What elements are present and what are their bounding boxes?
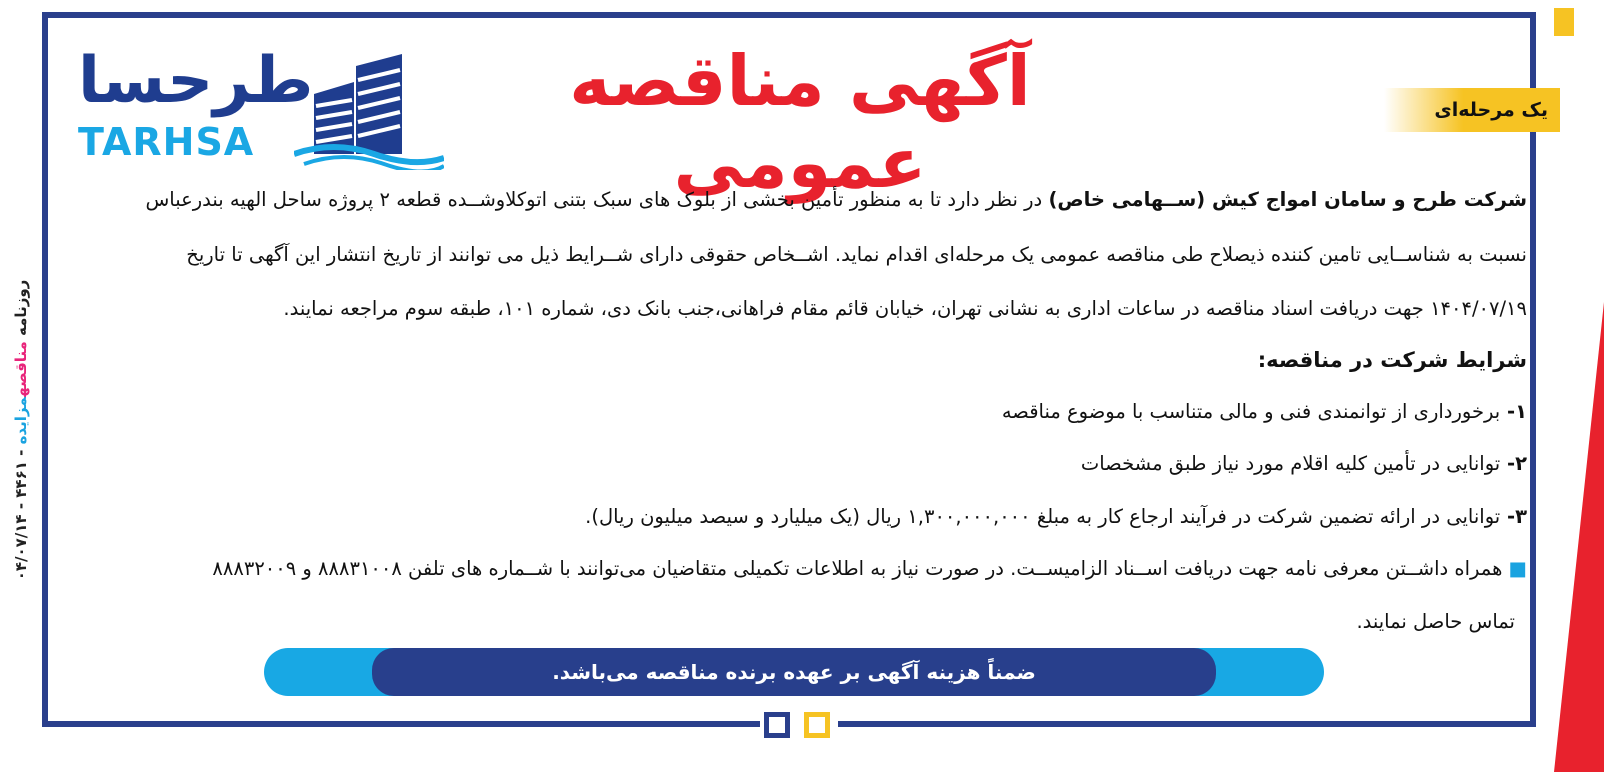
condition-item (72, 505, 1527, 528)
footer-note: ضمناً هزینه آگهی بر عهده برنده مناقصه می‌باشد. (372, 648, 1216, 696)
side-newspaper: روزنامه (12, 279, 30, 336)
side-issue: - ۴۴۶۱ - ۰۴/۰۷/۱۴ (12, 449, 30, 581)
condition-item (72, 400, 1527, 423)
conditions-heading: شرایط شرکت در مناقصه: (1257, 348, 1527, 372)
condition-text: توانایی در تأمین کلیه اقلام مورد نیاز طبق مشخصات (1080, 452, 1501, 475)
intro-line-1 (72, 188, 1527, 211)
intro-line-2: نسبت به شناســایی تامین کننده ذیصلاح طی مناقصه عمومی یک مرحله‌ای اقدام نماید. اشــخاص حقوقی دارای شــرایط ذیل می توانند از تاریخ انتشار این آگهی تا تاریخ (186, 243, 1527, 266)
ad-title: آگهی مناقصه عمومی (569, 40, 1031, 204)
note-text-1: همراه داشــتن معرفی نامه جهت دریافت اســناد الزامیســت. در صورت نیاز به اطلاعات تکمیلی متقاضیان می‌توانند با شــماره های تلفن ۸۸۸۳۱۰۰۸ و ۸۸۸۳۲۰۰۹ (212, 557, 1509, 580)
condition-item (72, 452, 1527, 475)
note-line-2: تماس حاصل نمایند. (1356, 610, 1515, 633)
logo-english: TARHSA (78, 120, 255, 164)
square-bullet-icon: ■ (1508, 557, 1527, 580)
company-name: شرکت طرح و سامان امواج کیش (ســهامی خاص) (1048, 188, 1527, 211)
note-line-1 (72, 557, 1527, 580)
side-brand-2: مزایده (12, 396, 30, 445)
side-brand: مناقصه (12, 341, 30, 397)
yellow-square-icon (804, 712, 830, 738)
bottom-decoration (760, 709, 838, 745)
condition-number: ۲- (1500, 452, 1527, 475)
intro-line-3: ۱۴۰۴/۰۷/۱۹ جهت دریافت اسناد مناقصه در ساعات اداری به نشانی تهران، خیابان قائم مقام فراهانی،جنب بانک دی، شماره ۱۰۱، طبقه سوم مراجعه نمایند. (283, 297, 1527, 320)
condition-text: توانایی در ارائه تضمین شرکت در فرآیند ارجاع کار به مبلغ ۱,۳۰۰,۰۰۰,۰۰۰ ریال (یک میلیارد و سیصد میلیون ریال). (585, 505, 1501, 528)
intro-text-1: در نظر دارد تا به منظور تأمین بخشی از بلوک های سبک بتنی اتوکلاوشــده قطعه ۲ پروژه ساحل الهیه بندرعباس (145, 188, 1049, 211)
condition-number: ۳- (1500, 505, 1527, 528)
building-icon (294, 54, 444, 170)
tender-type-badge: یک مرحله‌ای (1384, 88, 1560, 132)
corner-tab (1554, 8, 1574, 36)
blue-square-icon (764, 712, 790, 738)
condition-number: ۱- (1500, 400, 1527, 423)
logo-persian: طرحسا (78, 44, 314, 118)
company-logo (72, 44, 452, 170)
condition-text: برخورداری از توانمندی فنی و مالی متناسب با موضوع مناقصه (1001, 400, 1501, 423)
side-caption (4, 250, 38, 610)
red-corner-decoration (1554, 302, 1604, 772)
